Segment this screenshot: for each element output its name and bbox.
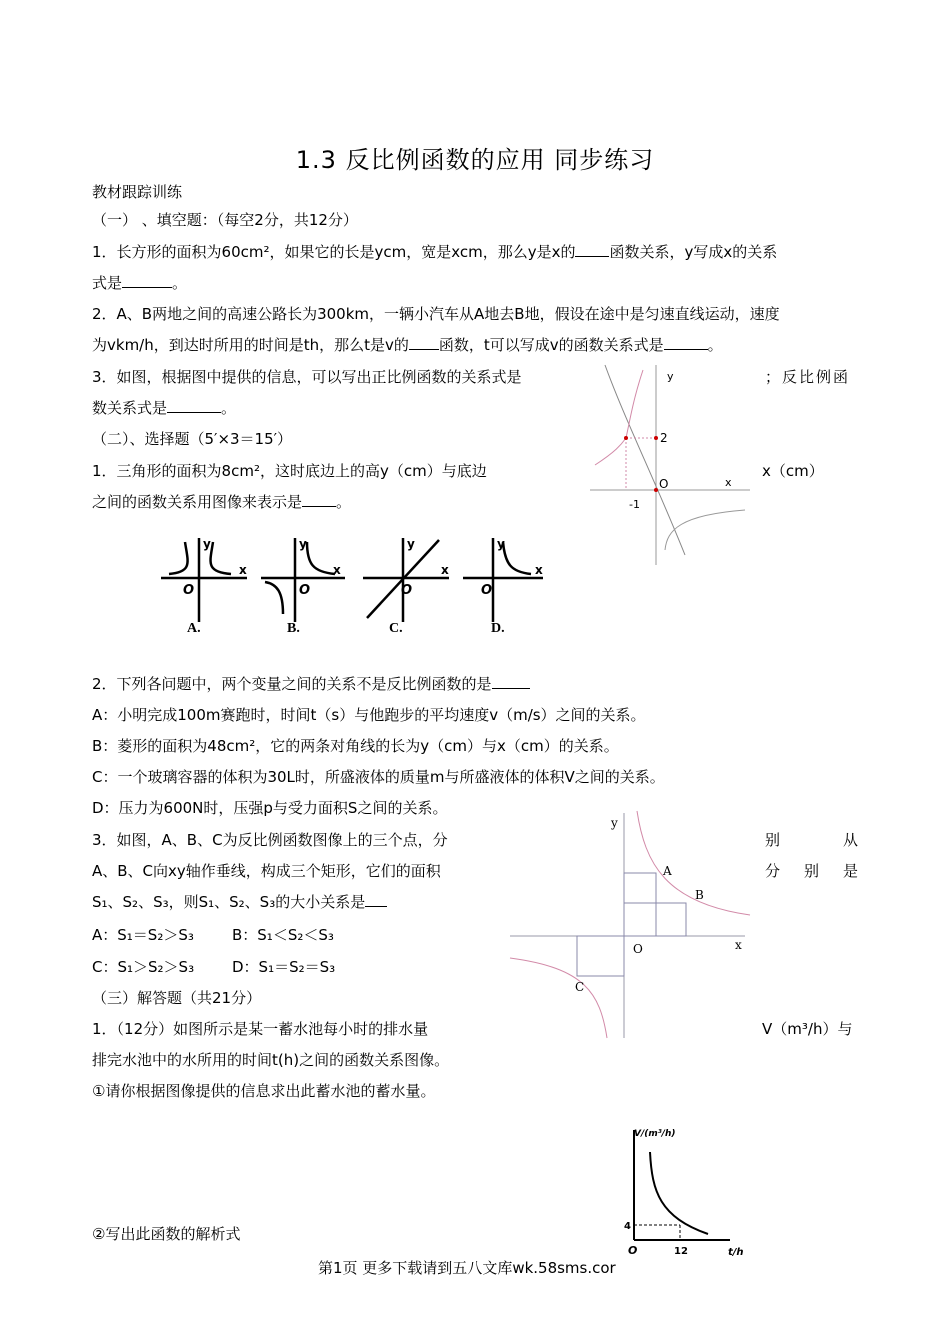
tick-label-12: 12 bbox=[674, 1246, 688, 1257]
question-1-1-cont bbox=[92, 272, 187, 293]
tick-label-neg1: -1 bbox=[629, 498, 640, 511]
question-text: 函数关系，y写成x的关系 bbox=[609, 243, 778, 261]
y-label: y bbox=[611, 816, 618, 830]
question-text: 。 bbox=[707, 336, 723, 354]
question-text: 。 bbox=[172, 274, 188, 292]
page-footer: 第1页 更多下载请到五八文库wk.58sms.cor bbox=[318, 1259, 616, 1277]
answer-blank[interactable] bbox=[664, 335, 708, 350]
origin-label: O bbox=[628, 1244, 638, 1257]
hyperbola-branch bbox=[510, 958, 607, 1038]
axis-origin-label: O bbox=[481, 583, 493, 598]
tick-label-4: 4 bbox=[624, 1221, 631, 1232]
answer-blank[interactable] bbox=[122, 273, 172, 288]
question-1-1 bbox=[92, 241, 777, 262]
choice-a: A：小明完成100m赛跑时，时间t（s）与他跑步的平均速度v（m/s）之间的关系。 bbox=[92, 706, 646, 724]
axis-origin-label: O bbox=[183, 583, 195, 598]
answer-blank[interactable] bbox=[167, 398, 221, 413]
section1-heading: （一） 、填空题：（每空2分，共12分） bbox=[92, 211, 358, 229]
axis-y-label: y bbox=[203, 537, 211, 551]
axis-y-label: y bbox=[407, 537, 415, 551]
question-1-3-cont bbox=[92, 397, 236, 418]
x-label: x bbox=[735, 938, 742, 952]
v-axis-label: V/(m³/h) bbox=[634, 1129, 676, 1139]
choice-d: D：压力为600N时，压强p与受力面积S之间的关系。 bbox=[92, 799, 448, 817]
question-2-3: 3．如图，A、B、C为反比例函数图像上的三个点，分 bbox=[92, 831, 448, 849]
section3-heading: （三）解答题（共21分） bbox=[92, 989, 262, 1007]
t-axis-label: t/h bbox=[728, 1247, 744, 1258]
axis-y-label: y bbox=[497, 537, 505, 551]
point-c-label: C bbox=[575, 980, 585, 994]
option-a-label: A. bbox=[187, 621, 201, 636]
axis-x-label: x bbox=[239, 563, 247, 577]
question-text: 之间的函数关系用图像来表示是 bbox=[92, 493, 303, 511]
question-1-2-cont bbox=[92, 334, 723, 355]
question-text: 。 bbox=[336, 493, 352, 511]
point-b-label: B bbox=[695, 888, 704, 902]
question-2-1-cont bbox=[92, 491, 351, 512]
subtitle: 教材跟踪训练 bbox=[92, 183, 183, 201]
drainage-graph bbox=[620, 1122, 750, 1260]
choice-b: B：菱形的面积为48cm²，它的两条对角线的长为y（cm）与x（cm）的关系。 bbox=[92, 737, 619, 755]
question-2-3-right2: 分别是 bbox=[765, 862, 858, 880]
axis-x-label: x bbox=[333, 563, 341, 577]
question-2-3-right: 别从 bbox=[765, 831, 858, 849]
question-2-3-cont2 bbox=[92, 891, 387, 912]
axis-x-label: x bbox=[441, 563, 449, 577]
tick-label-2: 2 bbox=[660, 431, 668, 445]
origin-point bbox=[654, 488, 658, 492]
choice-3a: A：S₁＝S₂＞S₃ bbox=[92, 926, 194, 944]
option-c-label: C. bbox=[389, 621, 403, 636]
x-label: x bbox=[725, 476, 732, 489]
origin-label: O bbox=[659, 477, 669, 491]
section2-heading: （二）、选择题（5′×3＝15′） bbox=[92, 430, 293, 448]
answer-blank[interactable] bbox=[302, 492, 336, 507]
option-d-label: D. bbox=[491, 621, 505, 636]
choice-3c: C：S₁＞S₂＞S₃ bbox=[92, 958, 195, 976]
hyperbola-branch bbox=[665, 510, 745, 550]
answer-blank[interactable] bbox=[492, 674, 530, 689]
question-text: 函数，t可以写成v的函数关系式是 bbox=[438, 336, 664, 354]
origin-label: O bbox=[633, 942, 643, 956]
point-a-label: A bbox=[663, 864, 672, 878]
question-text: S₁、S₂、S₃，则S₁、S₂、S₃的大小关系是 bbox=[92, 893, 366, 911]
choice-3d: D：S₁＝S₂＝S₃ bbox=[232, 958, 336, 976]
axis-origin-label: O bbox=[299, 583, 311, 598]
question-text: 。 bbox=[221, 399, 237, 417]
function-graph-1 bbox=[585, 360, 755, 565]
axis-origin-label: O bbox=[401, 583, 413, 598]
axis-y-label: y bbox=[299, 537, 307, 551]
option-graphs bbox=[155, 530, 550, 640]
question-text: 数关系式是 bbox=[92, 399, 168, 417]
page-title: 1.3 反比例函数的应用 同步练习 bbox=[295, 146, 655, 174]
question-2-1-right: x（cm） bbox=[762, 462, 824, 480]
answer-blank[interactable] bbox=[409, 335, 439, 350]
question-text: 为vkm/h，到达时所用的时间是th，那么t是v的 bbox=[92, 336, 409, 354]
question-text: 1．长方形的面积为60cm²，如果它的长是ycm，宽是xcm，那么y是x的 bbox=[92, 243, 576, 261]
hyperbola-branch bbox=[637, 811, 750, 915]
question-1-3: 3．如图，根据图中提供的信息，可以写出正比例函数的关系式是 bbox=[92, 368, 522, 386]
question-3-1-cont: 排完水池中的水所用的时间t(h)之间的函数关系图像。 bbox=[92, 1051, 450, 1069]
question-3-1-i: ①请你根据图像提供的信息求出此蓄水池的蓄水量。 bbox=[92, 1082, 436, 1100]
question-1-2: 2．A、B两地之间的高速公路长为300km，一辆小汽车从A地去B地，假设在途中是匀速直线运动，速度 bbox=[92, 305, 780, 323]
hyperbola-branch bbox=[595, 370, 643, 465]
choice-c: C：一个玻璃容器的体积为30L时，所盛液体的质量m与所盛液体的体积V之间的关系。 bbox=[92, 768, 665, 786]
direct-proportion-line bbox=[605, 365, 685, 555]
question-2-1: 1．三角形的面积为8cm²，这时底边上的高y（cm）与底边 bbox=[92, 462, 487, 480]
answer-blank[interactable] bbox=[575, 242, 609, 257]
question-2-3-cont: A、B、C向xy轴作垂线，构成三个矩形，它们的面积 bbox=[92, 862, 441, 880]
question-2-2 bbox=[92, 673, 530, 694]
question-text: 2．下列各问题中，两个变量之间的关系不是反比例函数的是 bbox=[92, 675, 492, 693]
choice-3b: B：S₁＜S₂＜S₃ bbox=[232, 926, 334, 944]
answer-blank[interactable] bbox=[365, 892, 387, 907]
question-3-1-ii: ②写出此函数的解析式 bbox=[92, 1225, 241, 1243]
question-text: 式是 bbox=[92, 274, 123, 292]
point bbox=[654, 436, 658, 440]
question-1-3-right: ；反比例函 bbox=[765, 368, 851, 386]
axis-x-label: x bbox=[535, 563, 543, 577]
option-b-label: B. bbox=[287, 621, 300, 636]
question-3-1: 1．（12分）如图所示是某一蓄水池每小时的排水量 bbox=[92, 1020, 429, 1038]
function-graph-3 bbox=[505, 803, 755, 1043]
point bbox=[624, 436, 628, 440]
y-label: y bbox=[667, 370, 674, 383]
question-3-1-right: V（m³/h）与 bbox=[762, 1020, 853, 1038]
